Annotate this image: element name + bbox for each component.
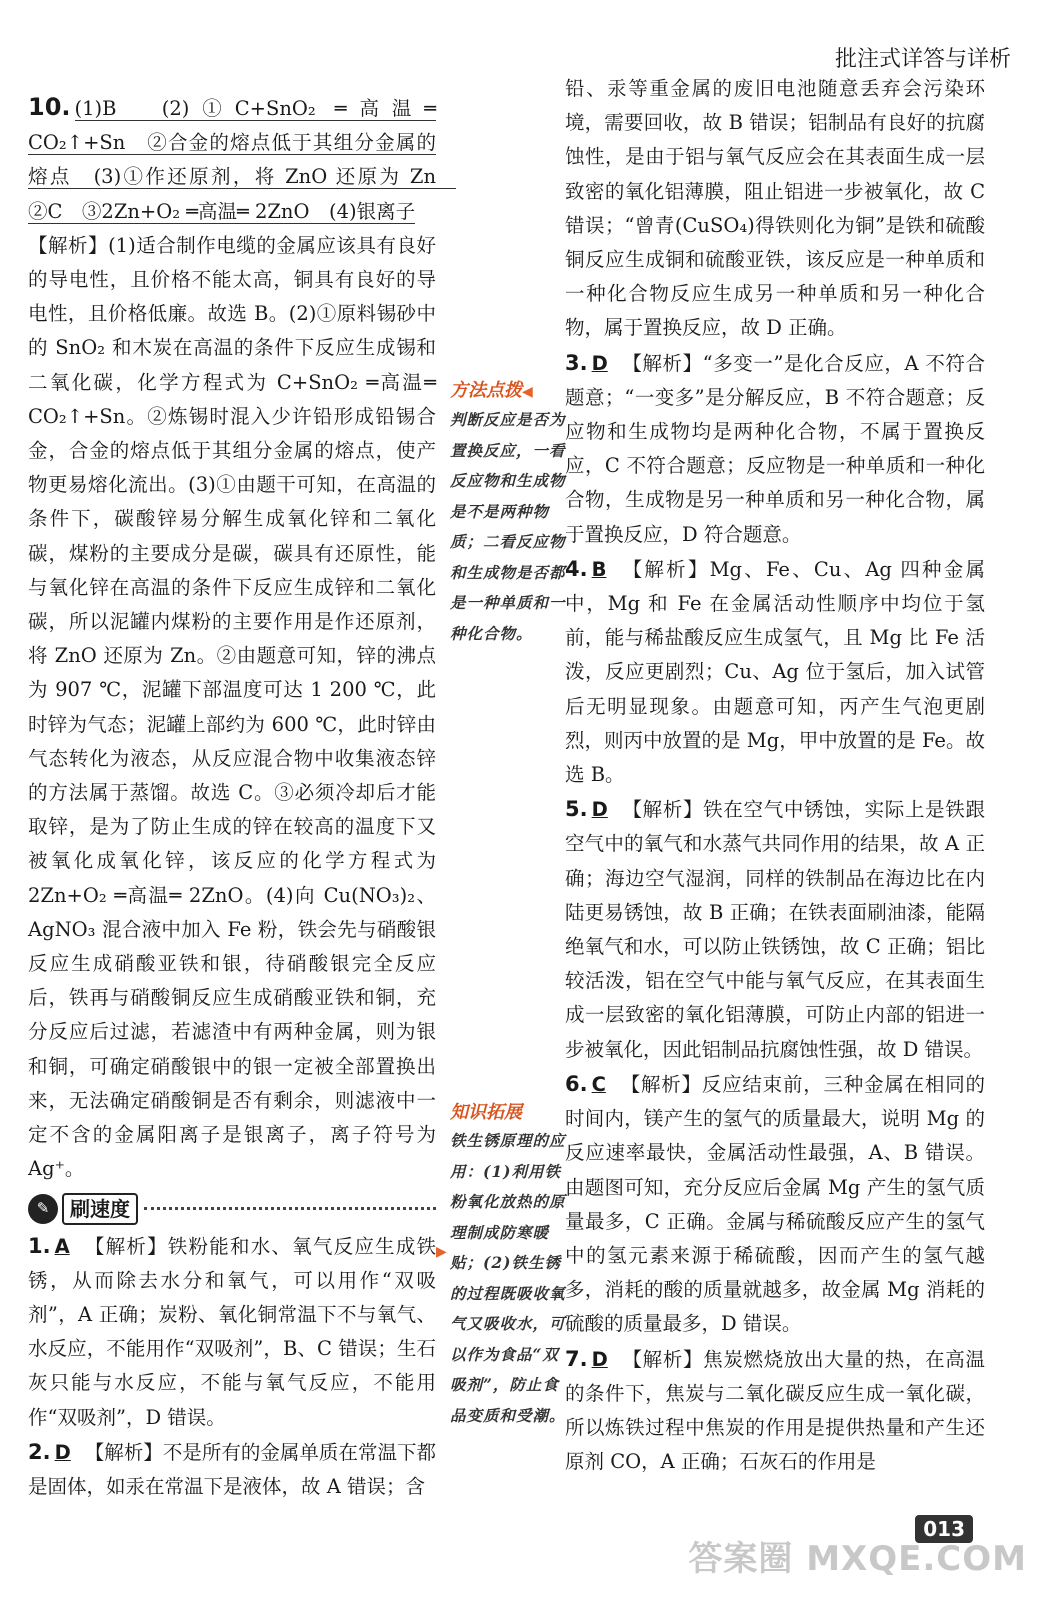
arrow-right-icon: ▶ — [436, 1244, 447, 1260]
question-10 — [28, 90, 456, 229]
analysis-text: 【解析】反应结束前，三种金属在相同的时间内，镁产生的氢气的质量最大，说明 Mg 的反应速率最快，金属活动性最强，A、B 错误。由题图可知，充分反应后金属 Mg 产生的氢气质量最多，C 正确。金属与稀硫酸反应产生的氢气中的氢元素来源于稀硫酸，因而产生的氢气越多，消耗的酸的质量就越多，故金属 Mg 消耗的硫酸的质量最多，D 错误。 — [565, 1072, 985, 1336]
watermark-logo: 答案圈 MXQE.COM — [688, 1539, 1027, 1579]
right-column — [565, 72, 985, 1479]
answer-choice: D — [591, 1347, 608, 1371]
question-4 — [565, 552, 985, 792]
section-label: 刷速度 — [62, 1193, 138, 1225]
question-number: 10. — [28, 93, 71, 121]
knowledge-tip-heading: 知识拓展 — [450, 1102, 522, 1123]
question-5 — [565, 792, 985, 1067]
brush-icon: ✎ — [28, 1194, 58, 1224]
question-number: 4. — [565, 556, 588, 581]
method-tip-box — [450, 378, 566, 649]
dotted-divider — [144, 1207, 436, 1210]
question-2-continued: 铅、汞等重金属的废旧电池随意丢弃会污染环境，需要回收，故 B 错误；铝制品有良好的抗腐蚀性，是由于铝与氧气反应会在其表面生成一层致密的氧化铝薄膜，阻止铝进一步被氧化，故 C 错误；“曾青(CuSO₄)得铁则化为铜”是铁和硫酸铜反应生成铜和硫酸亚铁，该反应是一种单质和一种化合物反应生成另一种单质和另一种化合物，属于置换反应，故 D 正确。 — [565, 77, 985, 340]
question-number: 6. — [565, 1071, 588, 1096]
method-tip-body: 判断反应是否为置换反应，一看反应物和生成物是不是两种物质；二看反应物和生成物是否都是一种单质和一种化合物。 — [450, 410, 566, 643]
analysis-text: 【解析】铁粉能和水、氧气反应生成铁锈，从而除去水分和氧气，可以用作“双吸剂”，A 正确；炭粉、氧化铜常温下不与氧气、水反应，不能用作“双吸剂”，B、C 错误；生石灰只能与水反应，不能与氧气反应，不能用作“双吸剂”，D 错误。 — [28, 1234, 436, 1429]
analysis-text: 【解析】“多变一”是化合反应，A 不符合题意；“一变多”是分解反应，B 不符合题意；反应物和生成物均是两种化合物，不属于置换反应，C 不符合题意；反应物是一种单质和一种化合物，生成物是另一种单质和另一种化合物，属于置换反应，D 符合题意。 — [565, 351, 985, 546]
answer-choice: C — [591, 1072, 606, 1096]
method-tip-heading: 方法点拨◀ — [450, 380, 533, 401]
question-6 — [565, 1067, 985, 1342]
analysis-text: 【解析】铁在空气中锈蚀，实际上是铁跟空气中的氧气和水蒸气共同作用的结果，故 A 正确；海边空气湿润，同样的铁制品在海边比在内陆更易锈蚀，故 B 正确；在铁表面刷油漆，能隔绝氧气和水，可以防止铁锈蚀，故 C 正确；铝比较活泼，铝在空气中能与氧气反应，在其表面生成一层致密的氧化铝薄膜，可防止内部的铝进一步被氧化，因此铝制品抗腐蚀性强，故 D 错误。 — [565, 798, 985, 1061]
answer-choice: A — [54, 1234, 70, 1258]
question-number: 7. — [565, 1346, 588, 1371]
answer-choice: D — [591, 798, 608, 822]
question-number: 1. — [28, 1233, 51, 1258]
page-header-title: 批注式详答与详析 — [834, 47, 1011, 72]
question-number: 5. — [565, 797, 588, 822]
analysis-text: 【解析】Mg、Fe、Cu、Ag 四种金属中，Mg 和 Fe 在金属活动性顺序中均位于氢前，能与稀盐酸反应生成氢气，且 Mg 比 Fe 活泼，反应更剧烈；Cu、Ag 位于氢后，加入试管后无明显现象。由题意可知，丙产生气泡更剧烈，则丙中放置的是 Mg，甲中放置的是 Fe。故选 B。 — [565, 557, 985, 787]
question-number: 2. — [28, 1439, 51, 1464]
knowledge-tip-box — [450, 1100, 566, 1431]
answer-choice: D — [591, 351, 608, 375]
question-3 — [565, 346, 985, 552]
answer-text: (1)B (2)①C+SnO₂ ═高温═ CO₂↑+Sn ②合金的熔点低于其组分金属的熔点 (3)①作还原剂，将 ZnO 还原为 Zn ②C ③2Zn+O₂ ═高温═ 2ZnO (4)银离子 — [28, 97, 456, 223]
page-number: 013 — [915, 1515, 973, 1543]
question-number: 3. — [565, 350, 588, 375]
analysis-text: 【解析】不是所有的金属单质在常温下都是固体，如汞在常温下是液体，故 A 错误；含 — [28, 1440, 436, 1498]
question-1 — [28, 1229, 436, 1435]
left-column — [28, 90, 456, 1504]
answer-choice: B — [591, 557, 607, 581]
question-7 — [565, 1342, 985, 1480]
knowledge-tip-body: 铁生锈原理的应用：(1)利用铁粉氧化放热的原理制成防寒暖贴；(2)铁生锈的过程既吸收氧气又吸收水，可以作为食品“双吸剂”，防止食品变质和受潮。 — [450, 1131, 566, 1425]
answer-choice: D — [54, 1440, 71, 1464]
section-speed-bar — [28, 1193, 436, 1225]
analysis-text: 【解析】焦炭燃烧放出大量的热，在高温的条件下，焦炭与二氧化碳反应生成一氧化碳，所以炼铁过程中焦炭的作用是提供热量和产生还原剂 CO，A 正确；石灰石的作用是 — [565, 1347, 985, 1474]
question-2 — [28, 1435, 436, 1504]
arrow-left-icon: ◀ — [522, 384, 533, 400]
analysis-text: 【解析】(1)适合制作电缆的金属应该具有良好的导电性，且价格不能太高，铜具有良好的导电性，且价格低廉。故选 B。(2)①原料锡砂中的 SnO₂ 和木炭在高温的条件下反应生成锡和二氧化碳，化学方程式为 C+SnO₂ ═高温═ CO₂↑+Sn。②炼锡时混入少许铅形成铅锡合金，合金的熔点低于其组分金属的熔点，使产物更易熔化流出。(3)①由题干可知，在高温的条件下，碳酸锌易分解生成氧化锌和二氧化碳，煤粉的主要成分是碳，碳具有还原性，能与氧化锌在高温的条件下反应生成锌和二氧化碳，所以泥罐内煤粉的主要作用是作还原剂，将 ZnO 还原为 Zn。②由题意可知，锌的沸点为 907 ℃，泥罐下部温度可达 1 200 ℃，此时锌为气态；泥罐上部约为 600 ℃，此时锌由气态转化为液态，从反应混合物中收集液态锌的方法属于蒸馏。故选 C。③必须冷却后才能取锌，是为了防止生成的锌在较高的温度下又被氧化成氧化锌，该反应的化学方程式为 2Zn+O₂ ═高温═ 2ZnO。(4)向 Cu(NO₃)₂、AgNO₃ 混合液中加入 Fe 粉，铁会先与硝酸银反应生成硝酸亚铁和银，待硝酸银完全反应后，铁再与硝酸铜反应生成硝酸亚铁和铜，充分反应后过滤，若滤渣中有两种金属，则为银和铜，可确定硝酸银中的银一定被全部置换出来，无法确定硝酸铜是否有剩余，则滤液中一定不含的金属阳离子是银离子，离子符号为 Ag⁺。 — [28, 233, 436, 1181]
